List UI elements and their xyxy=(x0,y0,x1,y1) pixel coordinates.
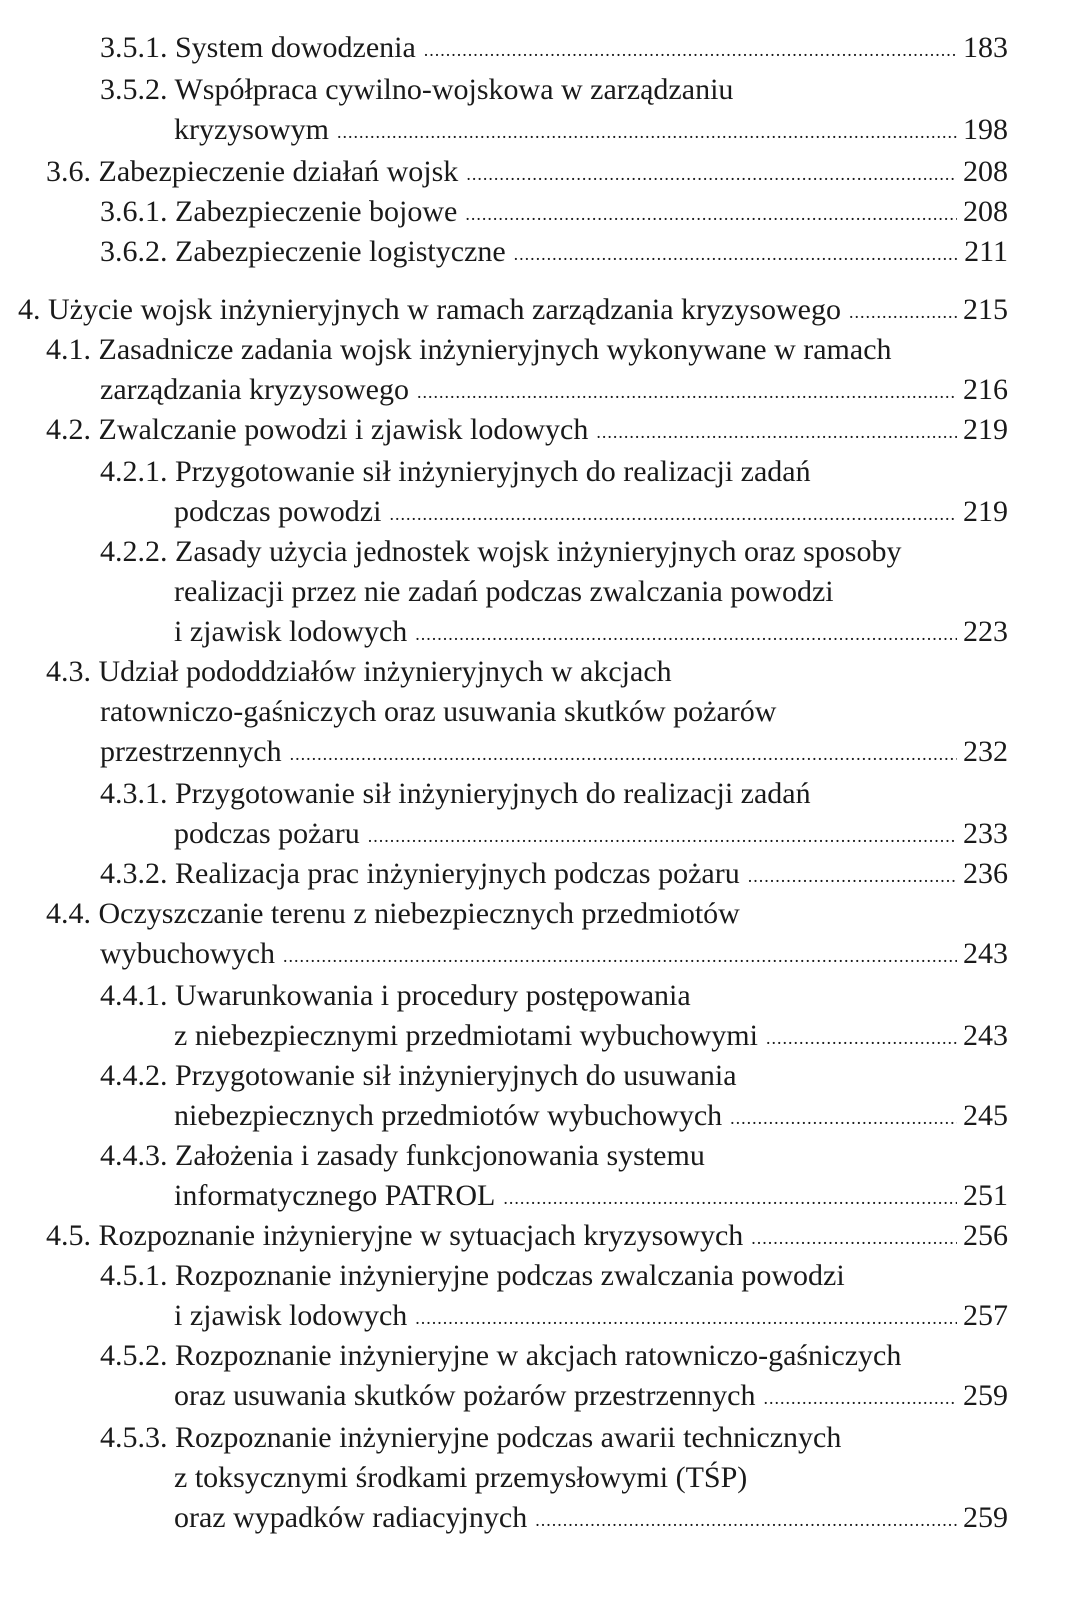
dot-leader xyxy=(766,1018,957,1058)
toc-entry-title-cont: i zjawisk lodowych xyxy=(174,1299,408,1332)
toc-entry-title: 4.1. Zasadnicze zadania wojsk inżynieryjnych wykonywane w ramach xyxy=(46,333,892,366)
toc-entry-line xyxy=(100,532,1008,572)
toc-entry-line xyxy=(100,1056,1008,1096)
toc-entry xyxy=(174,110,1008,150)
toc-entry-title: 3.5.2. Współpraca cywilno-wojskowa w zarządzaniu xyxy=(100,73,734,106)
toc-entry xyxy=(174,1296,1008,1336)
toc-entry-title: 4.4.3. Założenia i zasady funkcjonowania systemu xyxy=(100,1139,705,1172)
dot-leader xyxy=(514,234,958,274)
toc-entry-title-cont: z niebezpiecznymi przedmiotami wybuchowymi xyxy=(174,1019,758,1052)
toc-entry-title: 4.3. Udział pododdziałów inżynieryjnych w akcjach xyxy=(46,655,672,688)
toc-entry-title-cont: podczas pożaru xyxy=(174,817,360,850)
toc-entry xyxy=(100,192,1008,232)
dot-leader xyxy=(748,856,957,896)
toc-page-number: 251 xyxy=(963,1179,1008,1212)
toc-entry-title: 4.3.1. Przygotowanie sił inżynieryjnych do realizacji zadań xyxy=(100,777,811,810)
toc-chapter-entry xyxy=(18,290,1008,330)
toc-entry-title: 4.4.1. Uwarunkowania i procedury postępowania xyxy=(100,979,691,1012)
toc-entry-line xyxy=(46,894,1008,934)
toc-entry xyxy=(100,732,1008,772)
toc-entry xyxy=(174,814,1008,854)
toc-page-number: 216 xyxy=(963,373,1008,406)
toc-entry-line xyxy=(100,1418,1008,1458)
toc-entry-line xyxy=(100,1256,1008,1296)
toc-entry-line xyxy=(100,70,1008,110)
toc-page-number: 259 xyxy=(963,1379,1008,1412)
toc-entry-title-cont: wybuchowych xyxy=(100,937,275,970)
toc-page-number: 256 xyxy=(963,1219,1008,1252)
dot-leader xyxy=(389,494,957,534)
toc-entry-title: 4.5. Rozpoznanie inżynieryjne w sytuacjach kryzysowych xyxy=(46,1219,744,1252)
toc-entry-title: 3.6. Zabezpieczenie działań wojsk xyxy=(46,155,459,188)
toc-page-number: 257 xyxy=(963,1299,1008,1332)
toc-entry-title: 4.4.2. Przygotowanie sił inżynieryjnych do usuwania xyxy=(100,1059,737,1092)
toc-entry-line xyxy=(100,774,1008,814)
toc-entry-title-cont: kryzysowym xyxy=(174,113,329,146)
toc-page-number: 236 xyxy=(963,857,1008,890)
toc-entry-line xyxy=(100,976,1008,1016)
dot-leader xyxy=(466,154,957,194)
dot-leader xyxy=(849,292,957,332)
toc-entry-title-cont: i zjawisk lodowych xyxy=(174,615,408,648)
toc-entry-title-cont: zarządzania kryzysowego xyxy=(100,373,409,406)
toc-entry xyxy=(100,232,1008,272)
dot-leader xyxy=(415,614,957,654)
toc-page-number: 215 xyxy=(963,293,1008,326)
toc-page-number: 208 xyxy=(963,155,1008,188)
toc-page-number: 245 xyxy=(963,1099,1008,1132)
dot-leader xyxy=(503,1178,957,1218)
toc-entry-title: 4.3.2. Realizacja prac inżynieryjnych podczas pożaru xyxy=(100,857,740,890)
toc-page-number: 243 xyxy=(963,937,1008,970)
toc-entry xyxy=(174,1498,1008,1538)
dot-leader xyxy=(424,30,957,70)
toc-entry xyxy=(174,1376,1008,1416)
dot-leader xyxy=(368,816,957,856)
toc-entry-title: 4.5.1. Rozpoznanie inżynieryjne podczas zwalczania powodzi xyxy=(100,1259,845,1292)
toc-entry-title: 4.5.3. Rozpoznanie inżynieryjne podczas awarii technicznych xyxy=(100,1421,842,1454)
toc-entry-title: 4.2.1. Przygotowanie sił inżynieryjnych do realizacji zadań xyxy=(100,455,811,488)
toc-entry-line xyxy=(174,1458,1008,1498)
toc-entry-title: 3.5.1. System dowodzenia xyxy=(100,31,416,64)
dot-leader xyxy=(730,1098,957,1138)
toc-page-number: 211 xyxy=(964,235,1008,268)
toc-entry-title: 3.6.2. Zabezpieczenie logistyczne xyxy=(100,235,506,268)
toc-entry-title-cont: niebezpiecznych przedmiotów wybuchowych xyxy=(174,1099,723,1132)
toc-page-number: 219 xyxy=(963,413,1008,446)
toc-page-number: 208 xyxy=(963,195,1008,228)
toc-entry xyxy=(46,152,1008,192)
toc-page-number: 233 xyxy=(963,817,1008,850)
toc-page-number: 223 xyxy=(963,615,1008,648)
toc-entry-title-cont: przestrzennych xyxy=(100,735,282,768)
toc-page-number: 232 xyxy=(963,735,1008,768)
toc-entry-line xyxy=(100,692,1008,732)
dot-leader xyxy=(415,1298,957,1338)
toc-entry-line xyxy=(100,452,1008,492)
dot-leader xyxy=(283,936,957,976)
dot-leader xyxy=(596,412,957,452)
toc-entry xyxy=(174,612,1008,652)
toc-entry-title-cont: podczas powodzi xyxy=(174,495,382,528)
toc-entry xyxy=(46,1216,1008,1256)
toc-chapter-title: 4. Użycie wojsk inżynieryjnych w ramach zarządzania kryzysowego xyxy=(18,293,841,326)
toc-entry-line xyxy=(100,1336,1008,1376)
toc-page-number: 259 xyxy=(963,1501,1008,1534)
dot-leader xyxy=(751,1218,957,1258)
toc-entry xyxy=(100,854,1008,894)
toc-entry-line xyxy=(46,652,1008,692)
toc-page-number: 219 xyxy=(963,495,1008,528)
toc-page-number: 198 xyxy=(963,113,1008,146)
toc-entry-title: 3.6.1. Zabezpieczenie bojowe xyxy=(100,195,458,228)
toc-entry-title-cont: oraz usuwania skutków pożarów przestrzennych xyxy=(174,1379,756,1412)
toc-entry xyxy=(100,934,1008,974)
dot-leader xyxy=(417,372,957,412)
toc-entry xyxy=(100,370,1008,410)
toc-entry xyxy=(174,1016,1008,1056)
toc-entry xyxy=(174,1176,1008,1216)
toc-entry xyxy=(100,28,1008,68)
toc-entry-title-cont: ratowniczo-gaśniczych oraz usuwania skutków pożarów xyxy=(100,695,777,728)
toc-entry-title: 4.2. Zwalczanie powodzi i zjawisk lodowych xyxy=(46,413,589,446)
dot-leader xyxy=(337,112,957,152)
dot-leader xyxy=(290,734,957,774)
toc-entry-title-cont: realizacji przez nie zadań podczas zwalczania powodzi xyxy=(174,575,834,608)
toc-entry-title: 4.2.2. Zasady użycia jednostek wojsk inżynieryjnych oraz sposoby xyxy=(100,535,902,568)
toc-entry-title: 4.5.2. Rozpoznanie inżynieryjne w akcjach ratowniczo-gaśniczych xyxy=(100,1339,902,1372)
dot-leader xyxy=(535,1500,957,1540)
dot-leader xyxy=(763,1378,957,1418)
toc-entry xyxy=(174,1096,1008,1136)
toc-entry-title-cont: z toksycznymi środkami przemysłowymi (TŚP) xyxy=(174,1461,748,1494)
toc-entry-title-cont: oraz wypadków radiacyjnych xyxy=(174,1501,528,1534)
toc-page-number: 243 xyxy=(963,1019,1008,1052)
toc-entry-title-cont: informatycznego PATROL xyxy=(174,1179,496,1212)
toc-entry xyxy=(174,492,1008,532)
dot-leader xyxy=(465,194,957,234)
toc-entry-title: 4.4. Oczyszczanie terenu z niebezpiecznych przedmiotów xyxy=(46,897,740,930)
toc-entry-line xyxy=(100,1136,1008,1176)
toc-entry-line xyxy=(174,572,1008,612)
toc-page-number: 183 xyxy=(963,31,1008,64)
toc-entry xyxy=(46,410,1008,450)
toc-entry-line xyxy=(46,330,1008,370)
